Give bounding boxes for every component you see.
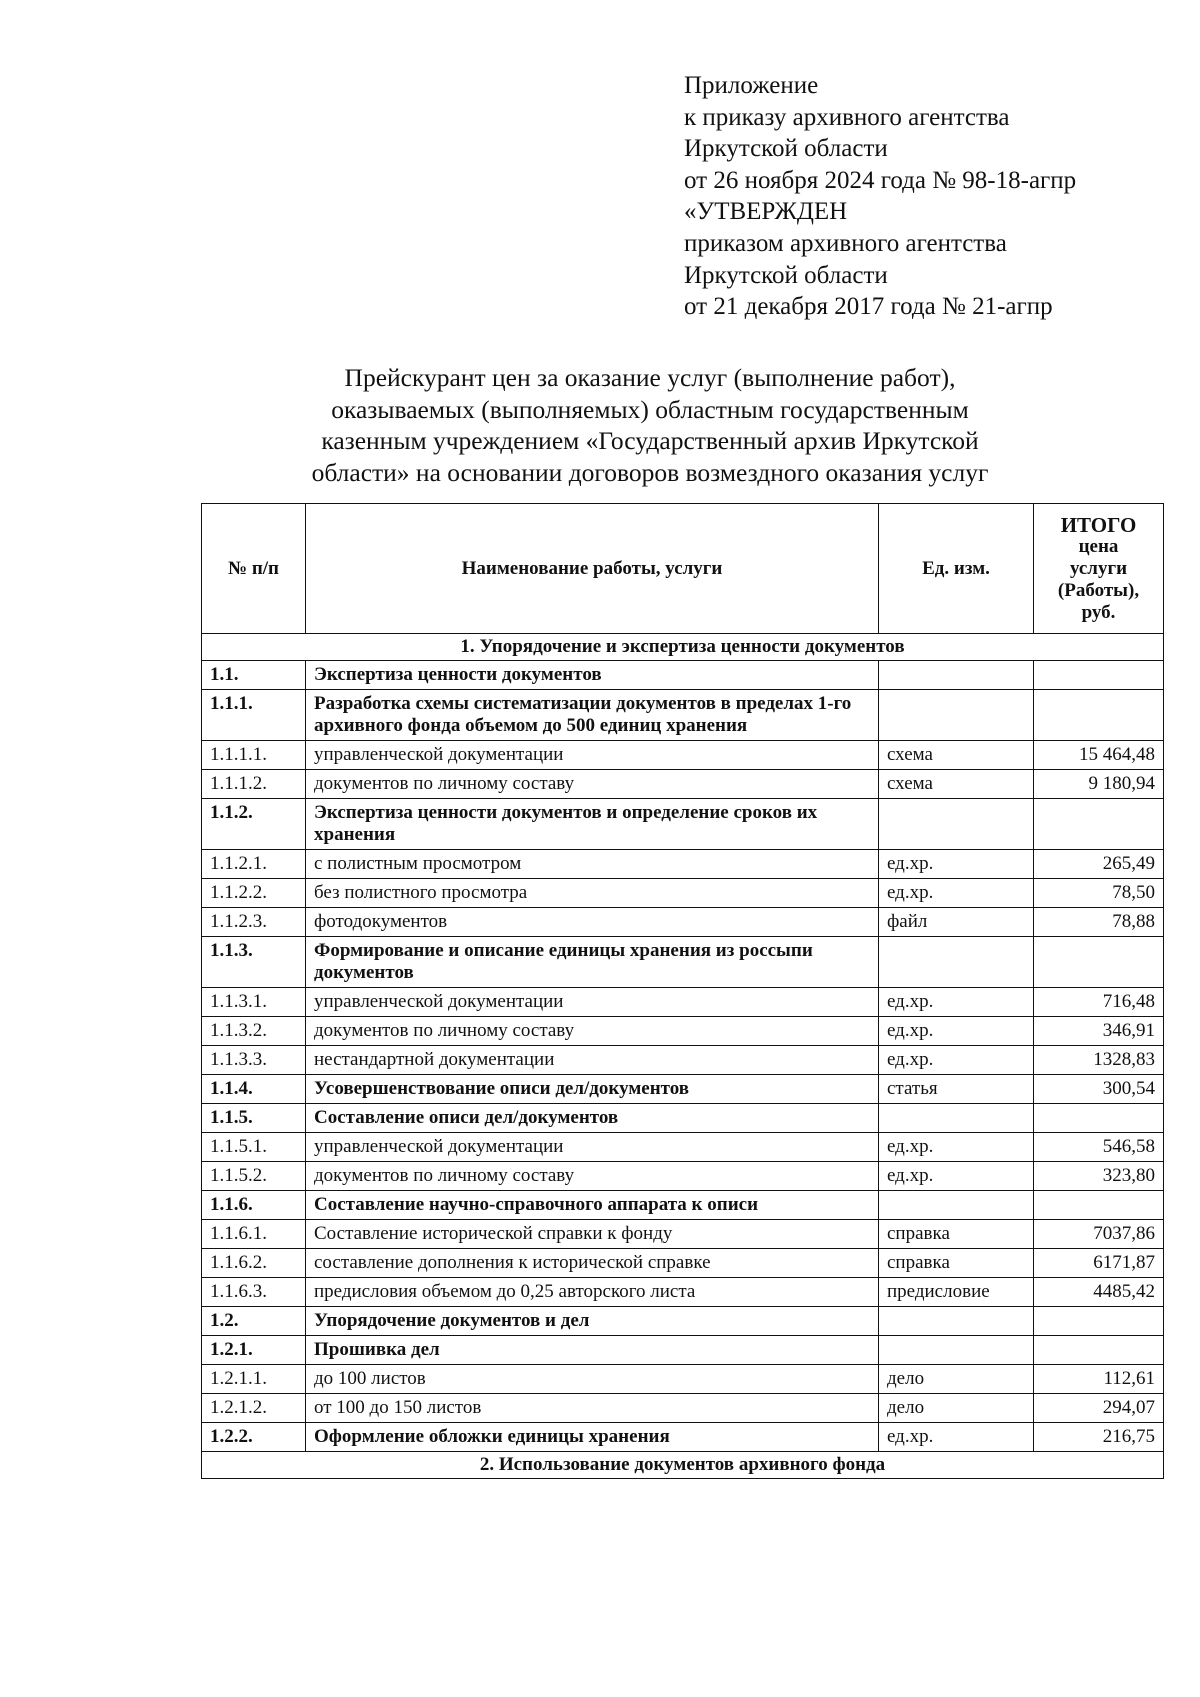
annex-line: Иркутской области <box>684 261 888 289</box>
row-price: 4485,42 <box>1034 1278 1164 1307</box>
table-row <box>202 850 1164 879</box>
row-price: 300,54 <box>1034 1075 1164 1104</box>
row-number: 1.1.2.2. <box>202 879 306 908</box>
row-name: Составление исторической справки к фонду <box>306 1220 879 1249</box>
row-unit: ед.хр. <box>879 1162 1034 1191</box>
row-unit: ед.хр. <box>879 988 1034 1017</box>
row-unit <box>879 1191 1034 1220</box>
row-price: 7037,86 <box>1034 1220 1164 1249</box>
group-row <box>202 1191 1164 1220</box>
row-number: 1.1.3.1. <box>202 988 306 1017</box>
row-number: 1.1.5.1. <box>202 1133 306 1162</box>
section-title: 2. Использование документов архивного фонда <box>202 1452 1164 1479</box>
group-row <box>202 1307 1164 1336</box>
row-number: 1.1.6.2. <box>202 1249 306 1278</box>
row-price: 716,48 <box>1034 988 1164 1017</box>
row-unit <box>879 1336 1034 1365</box>
group-row <box>202 1104 1164 1133</box>
row-name: Экспертиза ценности документов и определение сроков их хранения <box>306 799 879 850</box>
row-price: 346,91 <box>1034 1017 1164 1046</box>
row-unit <box>879 661 1034 690</box>
annex-line: приказом архивного агентства <box>684 229 1007 257</box>
row-unit: ед.хр. <box>879 879 1034 908</box>
section-row <box>202 634 1164 661</box>
row-name: Составление научно-справочного аппарата к описи <box>306 1191 879 1220</box>
annex-line: Иркутской области <box>684 135 888 163</box>
row-name: предисловия объемом до 0,25 авторского листа <box>306 1278 879 1307</box>
row-name: документов по личному составу <box>306 1017 879 1046</box>
row-unit: справка <box>879 1249 1034 1278</box>
header-price-line: услуги <box>1069 557 1128 579</box>
row-name: управленческой документации <box>306 988 879 1017</box>
row-name: Усовершенствование описи дел/документов <box>306 1075 879 1104</box>
row-unit <box>879 937 1034 988</box>
row-price <box>1034 661 1164 690</box>
row-price: 265,49 <box>1034 850 1164 879</box>
row-number: 1.2.1.2. <box>202 1394 306 1423</box>
row-name: документов по личному составу <box>306 770 879 799</box>
header-price-line: цена <box>1078 535 1119 557</box>
row-price: 112,61 <box>1034 1365 1164 1394</box>
row-unit: статья <box>879 1075 1034 1104</box>
row-name: документов по личному составу <box>306 1162 879 1191</box>
header-price-line: руб. <box>1081 601 1116 623</box>
row-unit <box>879 1104 1034 1133</box>
row-unit: справка <box>879 1220 1034 1249</box>
header-price-line: ИТОГО <box>1060 512 1137 537</box>
annex-line: от 21 декабря 2017 года № 21-агпр <box>684 293 1053 321</box>
row-price <box>1034 690 1164 741</box>
row-name: с полистным просмотром <box>306 850 879 879</box>
row-number: 1.1.2. <box>202 799 306 850</box>
row-price: 216,75 <box>1034 1423 1164 1452</box>
row-unit: дело <box>879 1365 1034 1394</box>
row-price <box>1034 1307 1164 1336</box>
row-number: 1.1.4. <box>202 1075 306 1104</box>
title-line: казенным учреждением «Государственный архив Иркутской <box>321 426 979 456</box>
row-price <box>1034 1191 1164 1220</box>
table-row <box>202 1365 1164 1394</box>
title-line: области» на основании договоров возмездного оказания услуг <box>311 457 989 487</box>
row-name: Разработка схемы систематизации документов в пределах 1-го архивного фонда объемом до 500 единиц хранения <box>306 690 879 741</box>
row-name: управленческой документации <box>306 741 879 770</box>
row-price: 78,88 <box>1034 908 1164 937</box>
row-number: 1.1.1.1. <box>202 741 306 770</box>
row-price: 78,50 <box>1034 879 1164 908</box>
row-number: 1.2.1. <box>202 1336 306 1365</box>
row-name: Упорядочение документов и дел <box>306 1307 879 1336</box>
annex-line: к приказу архивного агентства <box>684 103 1010 131</box>
row-number: 1.1.6.1. <box>202 1220 306 1249</box>
row-price: 323,80 <box>1034 1162 1164 1191</box>
row-price <box>1034 799 1164 850</box>
row-name: Оформление обложки единицы хранения <box>306 1423 879 1452</box>
table-row <box>202 741 1164 770</box>
row-name: Составление описи дел/документов <box>306 1104 879 1133</box>
row-price <box>1034 937 1164 988</box>
row-unit: схема <box>879 770 1034 799</box>
row-unit <box>879 690 1034 741</box>
title-line: Прейскурант цен за оказание услуг (выполнение работ), <box>344 363 956 392</box>
row-name: без полистного просмотра <box>306 879 879 908</box>
row-number: 1.1.6. <box>202 1191 306 1220</box>
row-name: Прошивка дел <box>306 1336 879 1365</box>
price-table <box>201 503 1164 1479</box>
document-title <box>200 362 1100 488</box>
row-unit: ед.хр. <box>879 1133 1034 1162</box>
row-number: 1.1.2.3. <box>202 908 306 937</box>
row-unit: предисловие <box>879 1278 1034 1307</box>
row-name: управленческой документации <box>306 1133 879 1162</box>
row-name: составление дополнения к исторической справке <box>306 1249 879 1278</box>
header-price <box>1034 504 1164 634</box>
row-number: 1.1.1.2. <box>202 770 306 799</box>
row-unit <box>879 1307 1034 1336</box>
row-unit: ед.хр. <box>879 1017 1034 1046</box>
row-price: 294,07 <box>1034 1394 1164 1423</box>
table-row <box>202 1046 1164 1075</box>
row-price: 9 180,94 <box>1034 770 1164 799</box>
group-row <box>202 799 1164 850</box>
header-name: Наименование работы, услуги <box>306 504 879 634</box>
table-row <box>202 1017 1164 1046</box>
row-price: 1328,83 <box>1034 1046 1164 1075</box>
row-number: 1.1.2.1. <box>202 850 306 879</box>
title-line: оказываемых (выполняемых) областным государственным <box>331 394 969 424</box>
row-unit <box>879 799 1034 850</box>
row-price: 546,58 <box>1034 1133 1164 1162</box>
section-title: 1. Упорядочение и экспертиза ценности документов <box>202 634 1164 661</box>
row-unit: дело <box>879 1394 1034 1423</box>
row-unit: файл <box>879 908 1034 937</box>
row-unit: ед.хр. <box>879 1423 1034 1452</box>
row-number: 1.1.5.2. <box>202 1162 306 1191</box>
table-row <box>202 1162 1164 1191</box>
row-unit: схема <box>879 741 1034 770</box>
row-number: 1.1.1. <box>202 690 306 741</box>
group-row <box>202 937 1164 988</box>
row-unit: ед.хр. <box>879 850 1034 879</box>
group-row <box>202 1423 1164 1452</box>
row-name: Формирование и описание единицы хранения из россыпи документов <box>306 937 879 988</box>
table-row <box>202 1133 1164 1162</box>
group-row <box>202 661 1164 690</box>
row-number: 1.1. <box>202 661 306 690</box>
header-num: № п/п <box>202 504 306 634</box>
group-row <box>202 1336 1164 1365</box>
price-table-body <box>202 634 1164 1479</box>
table-row <box>202 1278 1164 1307</box>
row-price: 6171,87 <box>1034 1249 1164 1278</box>
row-name: Экспертиза ценности документов <box>306 661 879 690</box>
table-header-row <box>202 504 1164 634</box>
row-number: 1.2.1.1. <box>202 1365 306 1394</box>
table-row <box>202 879 1164 908</box>
row-number: 1.1.3.2. <box>202 1017 306 1046</box>
annex-line: «УТВЕРЖДЕН <box>684 198 848 226</box>
row-number: 1.1.5. <box>202 1104 306 1133</box>
row-price <box>1034 1336 1164 1365</box>
group-row <box>202 690 1164 741</box>
row-number: 1.1.3. <box>202 937 306 988</box>
annex-line: от 26 ноября 2024 года № 98-18-агпр <box>684 166 1077 194</box>
row-name: нестандартной документации <box>306 1046 879 1075</box>
section-row <box>202 1452 1164 1479</box>
row-name: от 100 до 150 листов <box>306 1394 879 1423</box>
header-price-line: (Работы), <box>1057 579 1140 601</box>
table-row <box>202 1220 1164 1249</box>
row-number: 1.2.2. <box>202 1423 306 1452</box>
row-price: 15 464,48 <box>1034 741 1164 770</box>
row-name: до 100 листов <box>306 1365 879 1394</box>
row-unit: ед.хр. <box>879 1046 1034 1075</box>
row-number: 1.2. <box>202 1307 306 1336</box>
row-name: фотодокументов <box>306 908 879 937</box>
row-number: 1.1.3.3. <box>202 1046 306 1075</box>
table-row <box>202 988 1164 1017</box>
row-price <box>1034 1104 1164 1133</box>
annex-line: Приложение <box>684 72 819 99</box>
annex-block <box>684 70 1076 323</box>
table-row <box>202 1249 1164 1278</box>
table-row <box>202 1394 1164 1423</box>
table-row <box>202 908 1164 937</box>
group-row <box>202 1075 1164 1104</box>
header-unit: Ед. изм. <box>879 504 1034 634</box>
row-number: 1.1.6.3. <box>202 1278 306 1307</box>
table-row <box>202 770 1164 799</box>
